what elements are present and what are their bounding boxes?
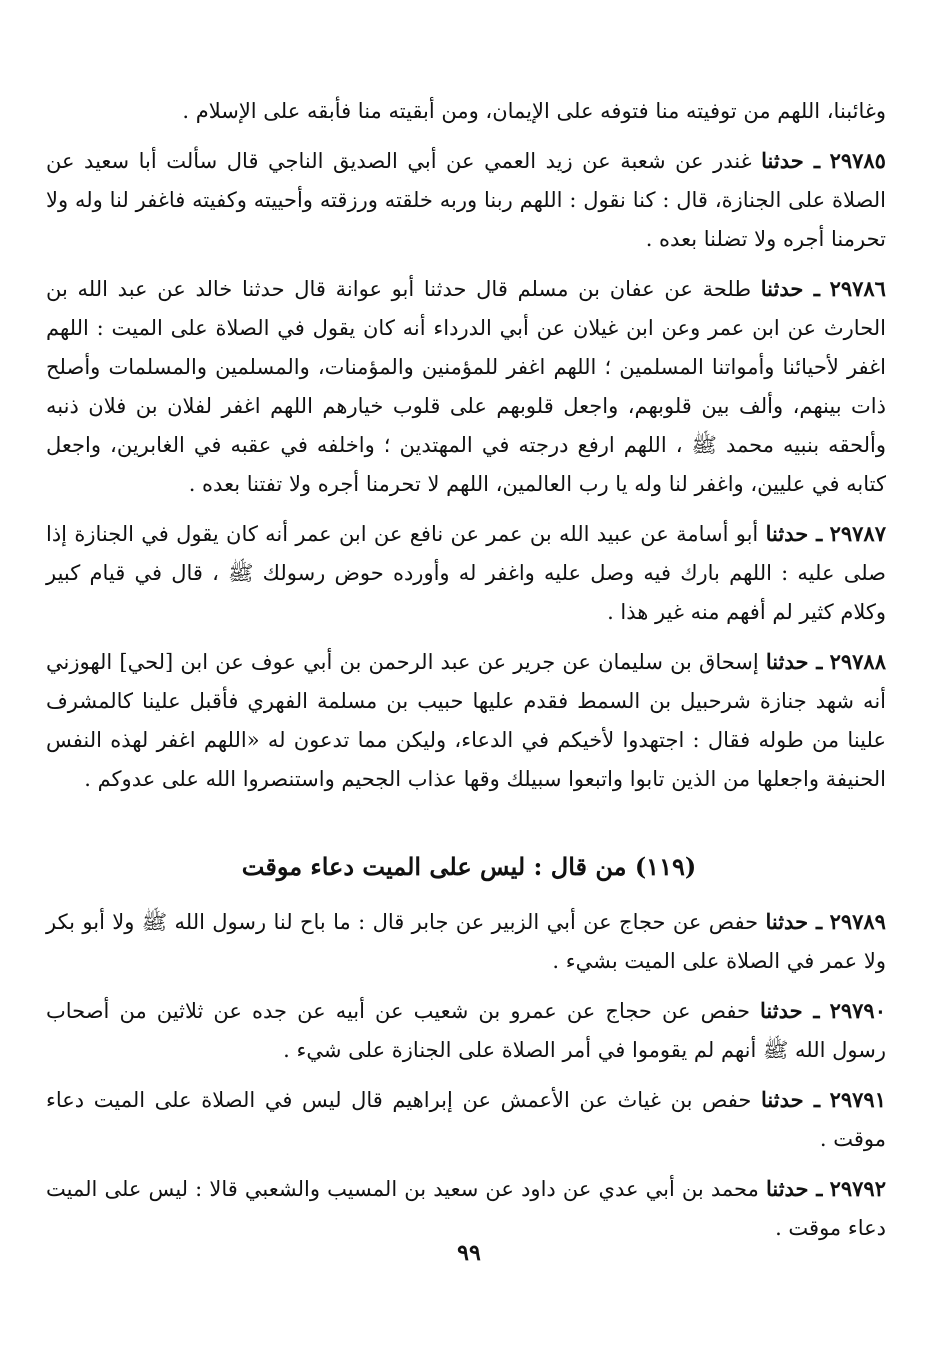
entry-number: ٢٩٧٨٩ bbox=[829, 909, 886, 934]
entry-29788 bbox=[46, 642, 886, 799]
entry-text: طلحة عن عفان بن مسلم قال حدثنا أبو عوانة قال حدثنا خالد عن عبد الله بن الحارث عن ابن عمر وعن ابن غيلان عن أبي الدرداء أنه كان يقول في الصلاة على الميت : اللهم اغفر لأحيائنا وأمواتنا المسلمين ؛ اللهم اغفر للمؤمنين والمؤمنات، والمسلمين والمسلمات وأصلح ذات بينهم، وألف بين قلوبهم، واجعل قلوبهم على قلوب خيارهم اللهم اغفر لفلان بن فلان ذنبه وألحقه بنبيه محمد ﷺ ، اللهم ارفع درجته في المهتدين ؛ واخلفه في عقبه في الغابرين، واجعل كتابه في عليين، واغفر لنا وله يا رب العالمين، اللهم لا تحرمنا أجره ولا تفتنا بعده . bbox=[46, 277, 886, 496]
entry-29789 bbox=[46, 902, 886, 981]
entry-text: محمد بن أبي عدي عن داود عن سعيد بن المسيب والشعبي قالا : ليس على الميت دعاء موقت . bbox=[46, 1177, 886, 1240]
entry-number: ٢٩٧٨٨ bbox=[829, 649, 886, 674]
page-number: ٩٩ bbox=[457, 1240, 481, 1266]
entry-text: حفص عن حجاج عن عمرو بن شعيب عن أبيه عن جده عن ثلاثين من أصحاب رسول الله ﷺ أنهم لم يقوموا في أمر الصلاة على الجنازة على شيء . bbox=[46, 999, 886, 1062]
chapter-heading: (١١٩) من قال : ليس على الميت دعاء موقت bbox=[241, 852, 697, 881]
entry-text: غندر عن شعبة عن زيد العمي عن أبي الصديق الناجي قال سألت أبا سعيد عن الصلاة على الجنازة، قال : كنا نقول : اللهم ربنا وربه خلقته ورزقته وأحييته وكفيته فاغفر لنا وله ولا تحرمنا أجره ولا تضلنا بعده . bbox=[46, 149, 886, 251]
entry-29790 bbox=[46, 991, 886, 1070]
entry-29787 bbox=[46, 514, 886, 632]
entry-number: ٢٩٧٩٠ bbox=[829, 998, 886, 1023]
entry-lead: ـ حدثنا bbox=[761, 148, 821, 173]
entry-number: ٢٩٧٨٥ bbox=[829, 148, 886, 173]
entry-lead: ـ حدثنا bbox=[765, 649, 823, 674]
entry-lead: ـ حدثنا bbox=[761, 1087, 820, 1112]
entry-lead: ـ حدثنا bbox=[760, 276, 820, 301]
opening-block bbox=[46, 92, 886, 809]
entry-text: حفص عن حجاج عن أبي الزبير عن جابر قال : ما باح لنا رسول الله ﷺ ولا أبو بكر ولا عمر في الصلاة على الميت بشيء . bbox=[46, 910, 886, 973]
entry-29792 bbox=[46, 1169, 886, 1248]
opening-paragraph: وغائبنا، اللهم من توفيته منا فتوفه على الإيمان، ومن أبقيته منا فأبقه على الإسلام . bbox=[182, 99, 886, 123]
entry-29785 bbox=[46, 141, 886, 259]
entry-text: إسحاق بن سليمان عن جرير عن عبد الرحمن بن أبي عوف عن ابن [لحي] الهوزني أنه شهد جنازة شرحبيل بن السمط فقدم عليها حبيب بن مسلمة الفهري فأقبل علينا كالمشرف علينا من طوله فقال : اجتهدوا لأخيكم في الدعاء، وليكن مما تدعون له «اللهم اغفر لهذه النفس الحنيفة واجعلها من الذين تابوا واتبعوا سبيلك وقها عذاب الجحيم واستنصروا الله على عدوكم . bbox=[46, 650, 886, 791]
entry-number: ٢٩٧٨٧ bbox=[829, 521, 886, 546]
entry-text: أبو أسامة عن عبيد الله بن عمر عن نافع عن ابن عمر أنه كان يقول في الجنازة إذا صلى عليه : اللهم بارك فيه وصل عليه واغفر له وأورده حوض رسولك ﷺ ، قال في قيام كبير وكلام كثير لم أفهم منه غير هذا . bbox=[46, 522, 886, 624]
entry-lead: ـ حدثنا bbox=[765, 909, 823, 934]
entry-29786 bbox=[46, 269, 886, 504]
entry-lead: ـ حدثنا bbox=[760, 998, 820, 1023]
entry-number: ٢٩٧٨٦ bbox=[829, 276, 886, 301]
entry-number: ٢٩٧٩١ bbox=[829, 1087, 886, 1112]
entry-text: حفص بن غياث عن الأعمش عن إبراهيم قال ليس في الصلاة على الميت دعاء موقت . bbox=[46, 1088, 886, 1151]
entry-29791 bbox=[46, 1080, 886, 1159]
entry-number: ٢٩٧٩٢ bbox=[829, 1176, 886, 1201]
section-119-block bbox=[46, 902, 886, 1258]
entry-lead: ـ حدثنا bbox=[765, 1176, 823, 1201]
entry-lead: ـ حدثنا bbox=[765, 521, 823, 546]
